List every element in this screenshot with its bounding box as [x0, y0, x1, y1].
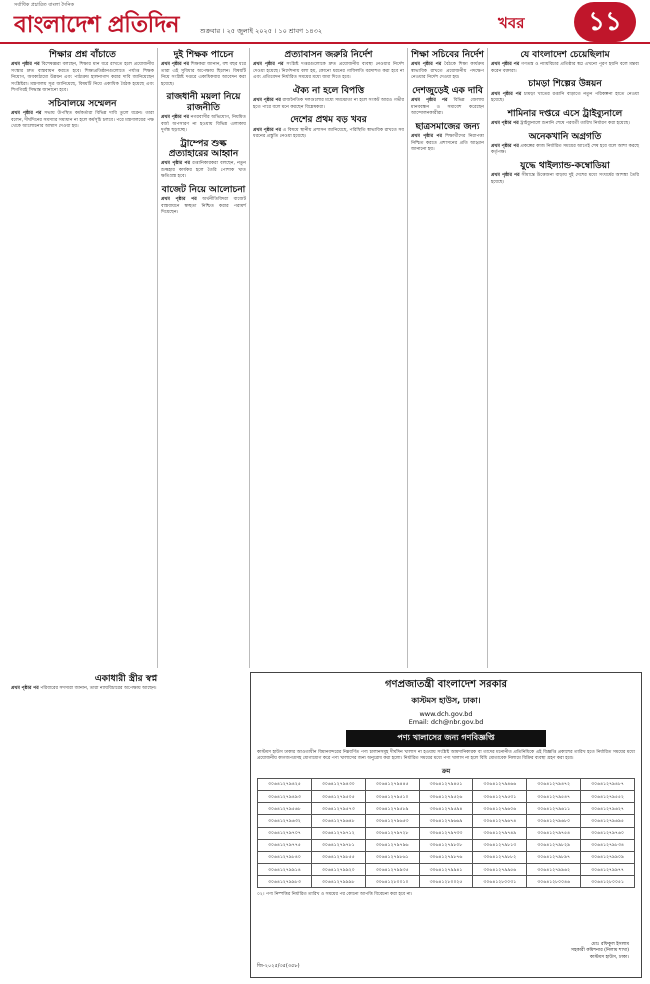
story-lead: প্রথম পৃষ্ঠার পর [253, 98, 281, 104]
ad-code-cell: ৩০৬৪১২৮০০৩১ [473, 876, 527, 888]
story-text: নগরবাসীর অভিযোগ, নিয়মিত বর্জ্য অপসারণ না হওয়ায় বিভিন্ন এলাকায় দুর্গন্ধ ছড়াচ্ছে। [161, 115, 246, 134]
ad-code-cell: ৩০৬৪১২৭৯৮১৩ [473, 840, 527, 852]
ad-code-cell: ৩০৬৪১২৭৯৬৩২ [258, 815, 312, 827]
story-headline: ট্রাম্পের শুল্ক প্রত্যাহারের আহ্বান [168, 138, 239, 159]
ad-code-cell: ৩০৬৪১২৭৯৭২৮ [366, 828, 420, 840]
story-body [11, 62, 154, 95]
signature-title: সহকারী কমিশনার (নিলাম শাখা) [571, 948, 629, 954]
ad-code-cell: ৩০৬৪১২৭৯৮৬১ [366, 852, 420, 864]
story-headline: রাজধানী ময়লা নিয়ে রাজনীতি [166, 92, 241, 113]
ad-code-cell: ৩০৬৪১২৭৯৮৩৪ [581, 840, 635, 852]
ad-code-cell: ৩০৬৪১২৭৯৬৭৪ [473, 815, 527, 827]
ad-code-cell: ৩০৬৪১২৭৯৭৬০ [581, 828, 635, 840]
story-text: সীমান্তে উত্তেজনা বাড়ায় দুই দেশের মধ্যে সংঘর্ষের আশঙ্কা তৈরি হয়েছে। [491, 173, 639, 185]
story-headline: ছাত্রসমাজের জন্য [415, 121, 480, 132]
ad-code-cell: ৩০৬৪১২৭৯৭০৭ [258, 828, 312, 840]
ad-code-cell: ৩০৬৪১২৭৯৮৪০ [258, 852, 312, 864]
ad-code-cell: ৩০৬৪১২৭৯৯৭৭ [581, 864, 635, 876]
brand-tagline: সর্বাধিক প্রচারিত বাংলা দৈনিক [14, 2, 74, 8]
section-label: খবর [498, 14, 525, 32]
story [491, 50, 639, 75]
story-lead: প্রথম পৃষ্ঠার পর [11, 686, 39, 692]
story-text: বৈঠকে শিক্ষা কার্যক্রম স্বাভাবিক রাখতে প্রয়োজনীয় পদক্ষেপ নেওয়ার নির্দেশ দেওয়া হয়। [411, 62, 484, 81]
story-lead: প্রথম পৃষ্ঠার পর [411, 62, 442, 68]
story [491, 132, 639, 157]
ad-code-cell: ৩০৬৪১২৭৯৬১১ [527, 803, 581, 815]
story-lead: প্রথম পৃষ্ঠার পর [491, 91, 522, 97]
ad-code-cell: ৩০৬৪১২৭৯৪৬৬ [473, 779, 527, 791]
column-lower [8, 672, 244, 978]
story-body [161, 115, 246, 135]
ad-code-cell: ৩০৬৪১২৭৯৯৩৫ [366, 864, 420, 876]
ad-code-cell: ৩০৬৪১২৭৯৮৯৭ [527, 852, 581, 864]
story-lead: প্রথম পৃষ্ঠার পর [411, 134, 443, 140]
story-headline: সচিবালয়ে সম্মেলন [48, 98, 117, 109]
story-headline: প্রত্যাবাসন জরুরি নির্দেশ [284, 50, 373, 60]
story [411, 50, 484, 82]
ad-title: গণপ্রজাতন্ত্রী বাংলাদেশ সরকার [385, 679, 507, 690]
story [491, 79, 639, 104]
ad-code-cell: ৩০৬৪১২৭৯৫২৬ [420, 791, 474, 803]
story-body [253, 128, 404, 141]
ad-notice-banner: পণ্য খালাসের জন্য গণবিজ্ঞপ্তি [346, 730, 546, 747]
story-headline: ঐক্য না হলে বিপত্তি [292, 85, 365, 96]
story-text: রপ্তানিকারকরা বলছেন, নতুন শুল্কহার কার্যকর হলে তৈরি পোশাক খাত ক্ষতিগ্রস্ত হবে। [161, 161, 247, 180]
ad-code-cell: ৩০৬৪১২৭৯৫৪৭ [527, 791, 581, 803]
story-headline: যুদ্ধে থাইল্যান্ড-কম্বোডিয়া [520, 160, 610, 171]
ad-table-heading: ক্রম [441, 767, 451, 775]
story-headline: শামিনার দপ্তরে এসে ট্রাইব্যুনালে [507, 108, 623, 119]
story [253, 86, 404, 111]
ad-code-cell: ৩০৬৪১২৭৯৪৩০ [312, 779, 366, 791]
story-body [491, 173, 639, 186]
story-headline: একাধারী স্ত্রীর স্বপ্ন [94, 674, 158, 684]
story-headline: যে বাংলাদেশ চেয়েছিলাম [520, 50, 610, 60]
story [491, 109, 639, 128]
story [11, 50, 154, 95]
ad-code-cell: ৩০৬৪১২৭৯৫৩১ [473, 791, 527, 803]
story-text: শিক্ষার্থীদের নিরাপত্তা নিশ্চিত করতে প্রশাসনের প্রতি আহ্বান জানানো হয়। [411, 134, 484, 153]
story [411, 86, 484, 118]
ad-code-cell: ৩০৬৪১২৭৯৬৪৮ [312, 815, 366, 827]
ad-code-cell: ৩০৬৪১২৭৯৮২৯ [527, 840, 581, 852]
story-text: রাজনৈতিক দলগুলোর মধ্যে সমঝোতা না হলে সংকট আরও গভীর হতে পারে বলে মনে করছেন বিশ্লেষকরা। [253, 98, 404, 110]
ad-code-cell: ৩০৬৪১২৭৯৪৭২ [527, 779, 581, 791]
story [253, 50, 404, 82]
ad-code-cell: ৩০৬৪১২৭৯৫৬৮ [258, 803, 312, 815]
column-2 [158, 48, 250, 668]
story-lead: প্রথম পৃষ্ঠার পর [161, 161, 191, 167]
ad-code-cell: ৩০৬৪১২৭৯৪৮৭ [581, 779, 635, 791]
ad-code-cell: ৩০৬৪১২৭৯৭৭৫ [258, 840, 312, 852]
ad-code-cell: ৩০৬৪১২৭৯৪২৫ [258, 779, 312, 791]
story [253, 115, 404, 140]
column-1 [8, 48, 158, 668]
ad-code-cell: ৩০৬৪১২৭৯৭৪৯ [473, 828, 527, 840]
ad-code-cell: ৩০৬৪১২৭৯৮৫৫ [312, 852, 366, 864]
ad-website-link[interactable]: www.dch.gov.bd [419, 710, 473, 718]
story-headline: শিক্ষা সচিবের নির্দেশ [411, 50, 484, 60]
story-lead: প্রথম পৃষ্ঠার পর [491, 173, 520, 179]
story-body [161, 197, 246, 217]
news-columns [8, 48, 642, 668]
story [161, 92, 246, 134]
story-body [491, 121, 639, 128]
ad-code-cell: ৩০৬৪১২৭৯৭৫৪ [527, 828, 581, 840]
ad-code-cell: ৩০৬৪১২৭৯৬৫৩ [366, 815, 420, 827]
story-headline: চামড়া শিল্পের উন্নয়ন [528, 79, 602, 90]
story [161, 139, 246, 181]
ad-code-cell: ৩০৬৪১২৭৯৮০৮ [420, 840, 474, 852]
ad-code-cell: ৩০৬৪১২৮০০২৫ [420, 876, 474, 888]
story-lead: প্রথম পৃষ্ঠার পর [161, 62, 190, 68]
ad-code-cell: ৩০৬৪১২৭৯৯৮৩ [258, 876, 312, 888]
story-body [491, 144, 639, 157]
story-body [411, 62, 484, 82]
story-headline: বাজেট নিয়ে আলোচনা [161, 184, 246, 195]
story [161, 185, 246, 217]
ad-code-cell: ৩০৬৪১২৭৯৪৫১ [420, 779, 474, 791]
ad-code-cell: ৩০৬৪১২৭৯৪৪৫ [366, 779, 420, 791]
ad-code-cell: ৩০৬৪১২৭৯৯১৪ [258, 864, 312, 876]
signature-office: কাস্টমস হাউস, ঢাকা। [589, 954, 629, 960]
story-body [161, 161, 246, 181]
ad-code-cell: ৩০৬৪১২৭৯৫৯৪ [420, 803, 474, 815]
ad-subtitle: কাস্টমস হাউস, ঢাকা। [411, 696, 481, 705]
story-body [253, 62, 404, 82]
story-body [11, 686, 241, 693]
story-headline: দেশজুড়েই এক দাবি [412, 85, 483, 96]
ad-code-cell: ৩০৬৪১২৭৯৬৬৯ [420, 815, 474, 827]
government-notice-ad [250, 672, 642, 978]
page-number: ১১ [574, 2, 636, 42]
ad-code-cell: ৩০৬৪১২৭৯৯৬২ [527, 864, 581, 876]
ad-code-cell: ৩০৬৪১২৭৯৮৭৬ [420, 852, 474, 864]
story-text: বিশেষজ্ঞরা বলছেন, শিক্ষার মান ধরে রাখতে হলে প্রয়োজনীয় সংস্কার দ্রুত বাস্তবায়ন করতে হবে। শিক্ষাপ্রতিষ্ঠানগুলোতে পর্যাপ্ত শিক্ষক নিয়োগ, অবকাঠামো উন্নয়ন এবং পাঠ্যক্রম হালনাগাদ করার দাবি জানিয়েছেন সংশ্লিষ্টরা। মন্ত্রণালয় সূত্র জানিয়েছে, বিষয়টি নিয়ে একাধিক বৈঠক হয়েছে এবং শিগগিরই সিদ্ধান্ত জানানো হবে। [11, 62, 154, 94]
story-text: সভায় উপস্থিত কর্মকর্তারা বিভিন্ন দাবি তুলে ধরেন। তারা বলেন, দীর্ঘদিনের সমস্যার সমাধান না হলে কর্মসূচি চলবে। পরে মন্ত্রণালয়ের পক্ষ থেকে আলোচনার আশ্বাস দেওয়া হয়। [11, 111, 154, 130]
story-headline: অনেকখানি অগ্রগতি [528, 131, 602, 142]
ad-code-cell: ৩০৬৪১২৭৯৭৯৬ [366, 840, 420, 852]
ad-code-cell: ৩০৬৪১২৭৯৯২০ [312, 864, 366, 876]
story-text: অর্থনীতিবিদরা বাজেট বাস্তবায়নে স্বচ্ছতা নিশ্চিত করার পরামর্শ দিয়েছেন। [161, 197, 246, 216]
story-text: পরিবারের সদস্যরা জানান, তারা ন্যায়বিচারের অপেক্ষায় আছেন। [40, 686, 157, 692]
story-lead: প্রথম পৃষ্ঠার পর [253, 127, 282, 133]
story-lead: প্রথম পৃষ্ঠার পর [491, 121, 519, 127]
ad-signature [571, 942, 629, 961]
story [161, 50, 246, 88]
story-body [491, 92, 639, 105]
ad-footnote: ০২। পণ্য নিষ্পত্তির নির্ধারিত তারিখ ও সময়ের পর কোনো আপত্তি বিবেচনা করা হবে না। [257, 892, 413, 898]
ad-code-table [257, 778, 635, 889]
ad-code-cell: ৩০৬৪১২৭৯৮৮২ [473, 852, 527, 864]
story-lead: প্রথম পৃষ্ঠার পর [161, 115, 190, 121]
ad-code-cell: ৩০৬৪১২৮০০১০ [366, 876, 420, 888]
story-text: শিক্ষকরা জানান, বহু বছর ধরে তারা এই সুবিধার অপেক্ষায় ছিলেন। বিষয়টি নিয়ে সংশ্লিষ্ট দপ্তরে একাধিকবার আবেদন করা হয়েছে। [161, 62, 246, 87]
ad-body: কাস্টমস হাউস ঢাকার আওতাধীন বিমানবন্দরের নিম্নবর্ণিত পণ্য চালানসমূহ দীর্ঘদিন খালাস না হওয়ায় সংশ্লিষ্ট আমদানিকারক বা তাদের মনোনীত প্রতিনিধিকে এই বিজ্ঞপ্তি প্রকাশের তারিখ হতে নির্ধারিত সময়ের মধ্যে প্রয়োজনীয় কাগজপত্রসহ যোগাযোগ করে পণ্য খালাসের জন্য অনুরোধ করা হলো। নির্ধারিত সময়ের মধ্যে পণ্য খালাস না হলে বিধি মোতাবেক নিলামে বিক্রির ব্যবস্থা গ্রহণ করা হবে। [257, 750, 635, 762]
story-body [161, 62, 246, 88]
story-text: এ বিষয়ে স্থানীয় প্রশাসন জানিয়েছে, পরিস্থিতি স্বাভাবিক রাখতে সব ধরনের প্রস্তুতি নেওয়া হয়েছে। [253, 127, 404, 140]
story [11, 99, 154, 131]
ad-code-cell: ৩০৬৪১২৭৯৯৪১ [420, 864, 474, 876]
signature-name: মোঃ রফিকুল ইসলাম [591, 941, 629, 947]
ad-code-cell: ৩০৬৪১২৭৯৬৮০ [527, 815, 581, 827]
story-lead: প্রথম পৃষ্ঠার পর [11, 111, 42, 117]
ad-code-cell: ৩০৬৪১২৮০০৪৬ [527, 876, 581, 888]
ad-code-cell: ৩০৬৪১২৭৯৯০৯ [581, 852, 635, 864]
story-lead: প্রথম পৃষ্ঠার পর [253, 62, 284, 68]
ad-code-cell: ৩০৬৪১২৭৯৭৩৩ [420, 828, 474, 840]
ad-code-cell: ৩০৬৪১২৭৯৯৯৮ [312, 876, 366, 888]
story-lead: প্রথম পৃষ্ঠার পর [491, 143, 519, 149]
story-lead: প্রথম পৃষ্ঠার পর [491, 62, 520, 68]
story [11, 674, 241, 693]
column-4 [408, 48, 488, 668]
story-body [491, 62, 639, 75]
story-headline: দুই শিক্ষক পাচেন [173, 50, 234, 60]
story-body [411, 98, 484, 118]
story [491, 161, 639, 186]
ad-code-cell: ৩০৬৪১২৭৯৬২৭ [581, 803, 635, 815]
story-body [253, 98, 404, 111]
story-text: প্রকল্পের কাজ নির্ধারিত সময়ের আগেই শেষ হবে বলে আশা করছে কর্তৃপক্ষ। [491, 143, 639, 156]
brand-logo: বাংলাদেশ প্রতিদিন [14, 11, 180, 38]
ad-code-cell: ৩০৬৪১২৭৯৯৫৬ [473, 864, 527, 876]
ad-code-cell: ৩০৬৪১২৭৯৫৭৩ [312, 803, 366, 815]
column-3 [250, 48, 408, 668]
story-headline: দেশের প্রথম বড় খবর [290, 115, 367, 126]
story-body [11, 111, 154, 131]
ad-code-cell: ৩০৬৪১২৭৯৫৫২ [581, 791, 635, 803]
dateline: শুক্রবার । ২৫ জুলাই ২০২৫ । ১০ শ্রাবণ ১৪৩২ [200, 27, 323, 35]
ad-code-cell: ৩০৬৪১২৭৯৬০৬ [473, 803, 527, 815]
ad-code: জি-২০২৫/৩৫(৩৫৮) [257, 963, 300, 969]
story-text: চামড়া খাতের রপ্তানি বাড়াতে নতুন পরিকল্পনা হাতে নেওয়া হয়েছে। [491, 91, 639, 104]
story-body [411, 134, 484, 154]
ad-code-cell: ৩০৬৪১২৭৯৭১২ [312, 828, 366, 840]
ad-code-cell: ৩০৬৪১২৭৯৬৯৫ [581, 815, 635, 827]
ad-code-cell: ৩০৬৪১২৭৯৪৯৩ [258, 791, 312, 803]
story-text: সংশ্লিষ্ট দপ্তরগুলোকে দ্রুত প্রয়োজনীয় ব্যবস্থা নেওয়ার নির্দেশ দেওয়া হয়েছে। নির্দেশনায় বলা হয়, কোনো ধরনের গাফিলতি বরদাশত করা হবে না এবং প্রতিবেদন নির্ধারিত সময়ের মধ্যে জমা দিতে হবে। [253, 62, 404, 81]
story-lead: প্রথম পৃষ্ঠার পর [411, 98, 448, 104]
ad-code-cell: ৩০৬৪১২৭৯৫০৫ [312, 791, 366, 803]
masthead [0, 0, 650, 44]
story-text: গণতন্ত্র ও ন্যায়বিচার প্রতিষ্ঠার স্বপ্ন এখনো পূরণ হয়নি বলে মন্তব্য করেন বক্তারা। [491, 62, 639, 74]
story [411, 122, 484, 154]
story-lead: প্রথম পৃষ্ঠার পর [161, 197, 197, 203]
story-lead: প্রথম পৃষ্ঠার পর [11, 62, 40, 68]
lower-left-columns [8, 672, 244, 978]
story-text: বিভিন্ন জেলায় মানববন্ধন ও সমাবেশ করেছেন আন্দোলনকারীরা। [411, 98, 484, 117]
column-5 [488, 48, 642, 668]
ad-code-cell: ৩০৬৪১২৭৯৫১০ [366, 791, 420, 803]
ad-code-cell: ৩০৬৪১২৭৯৭৮১ [312, 840, 366, 852]
story-text: ট্রাইব্যুনালে শুনানি শেষে পরবর্তী তারিখ নির্ধারণ করা হয়েছে। [520, 121, 630, 127]
ad-code-cell: ৩০৬৪১২৮০০৫১ [581, 876, 635, 888]
ad-code-cell: ৩০৬৪১২৭৯৫৮৯ [366, 803, 420, 815]
story-headline: শিক্ষার প্রশ্ন বাঁচাতে [49, 50, 116, 60]
ad-email-link[interactable]: Email: dch@nbr.gov.bd [408, 718, 484, 726]
